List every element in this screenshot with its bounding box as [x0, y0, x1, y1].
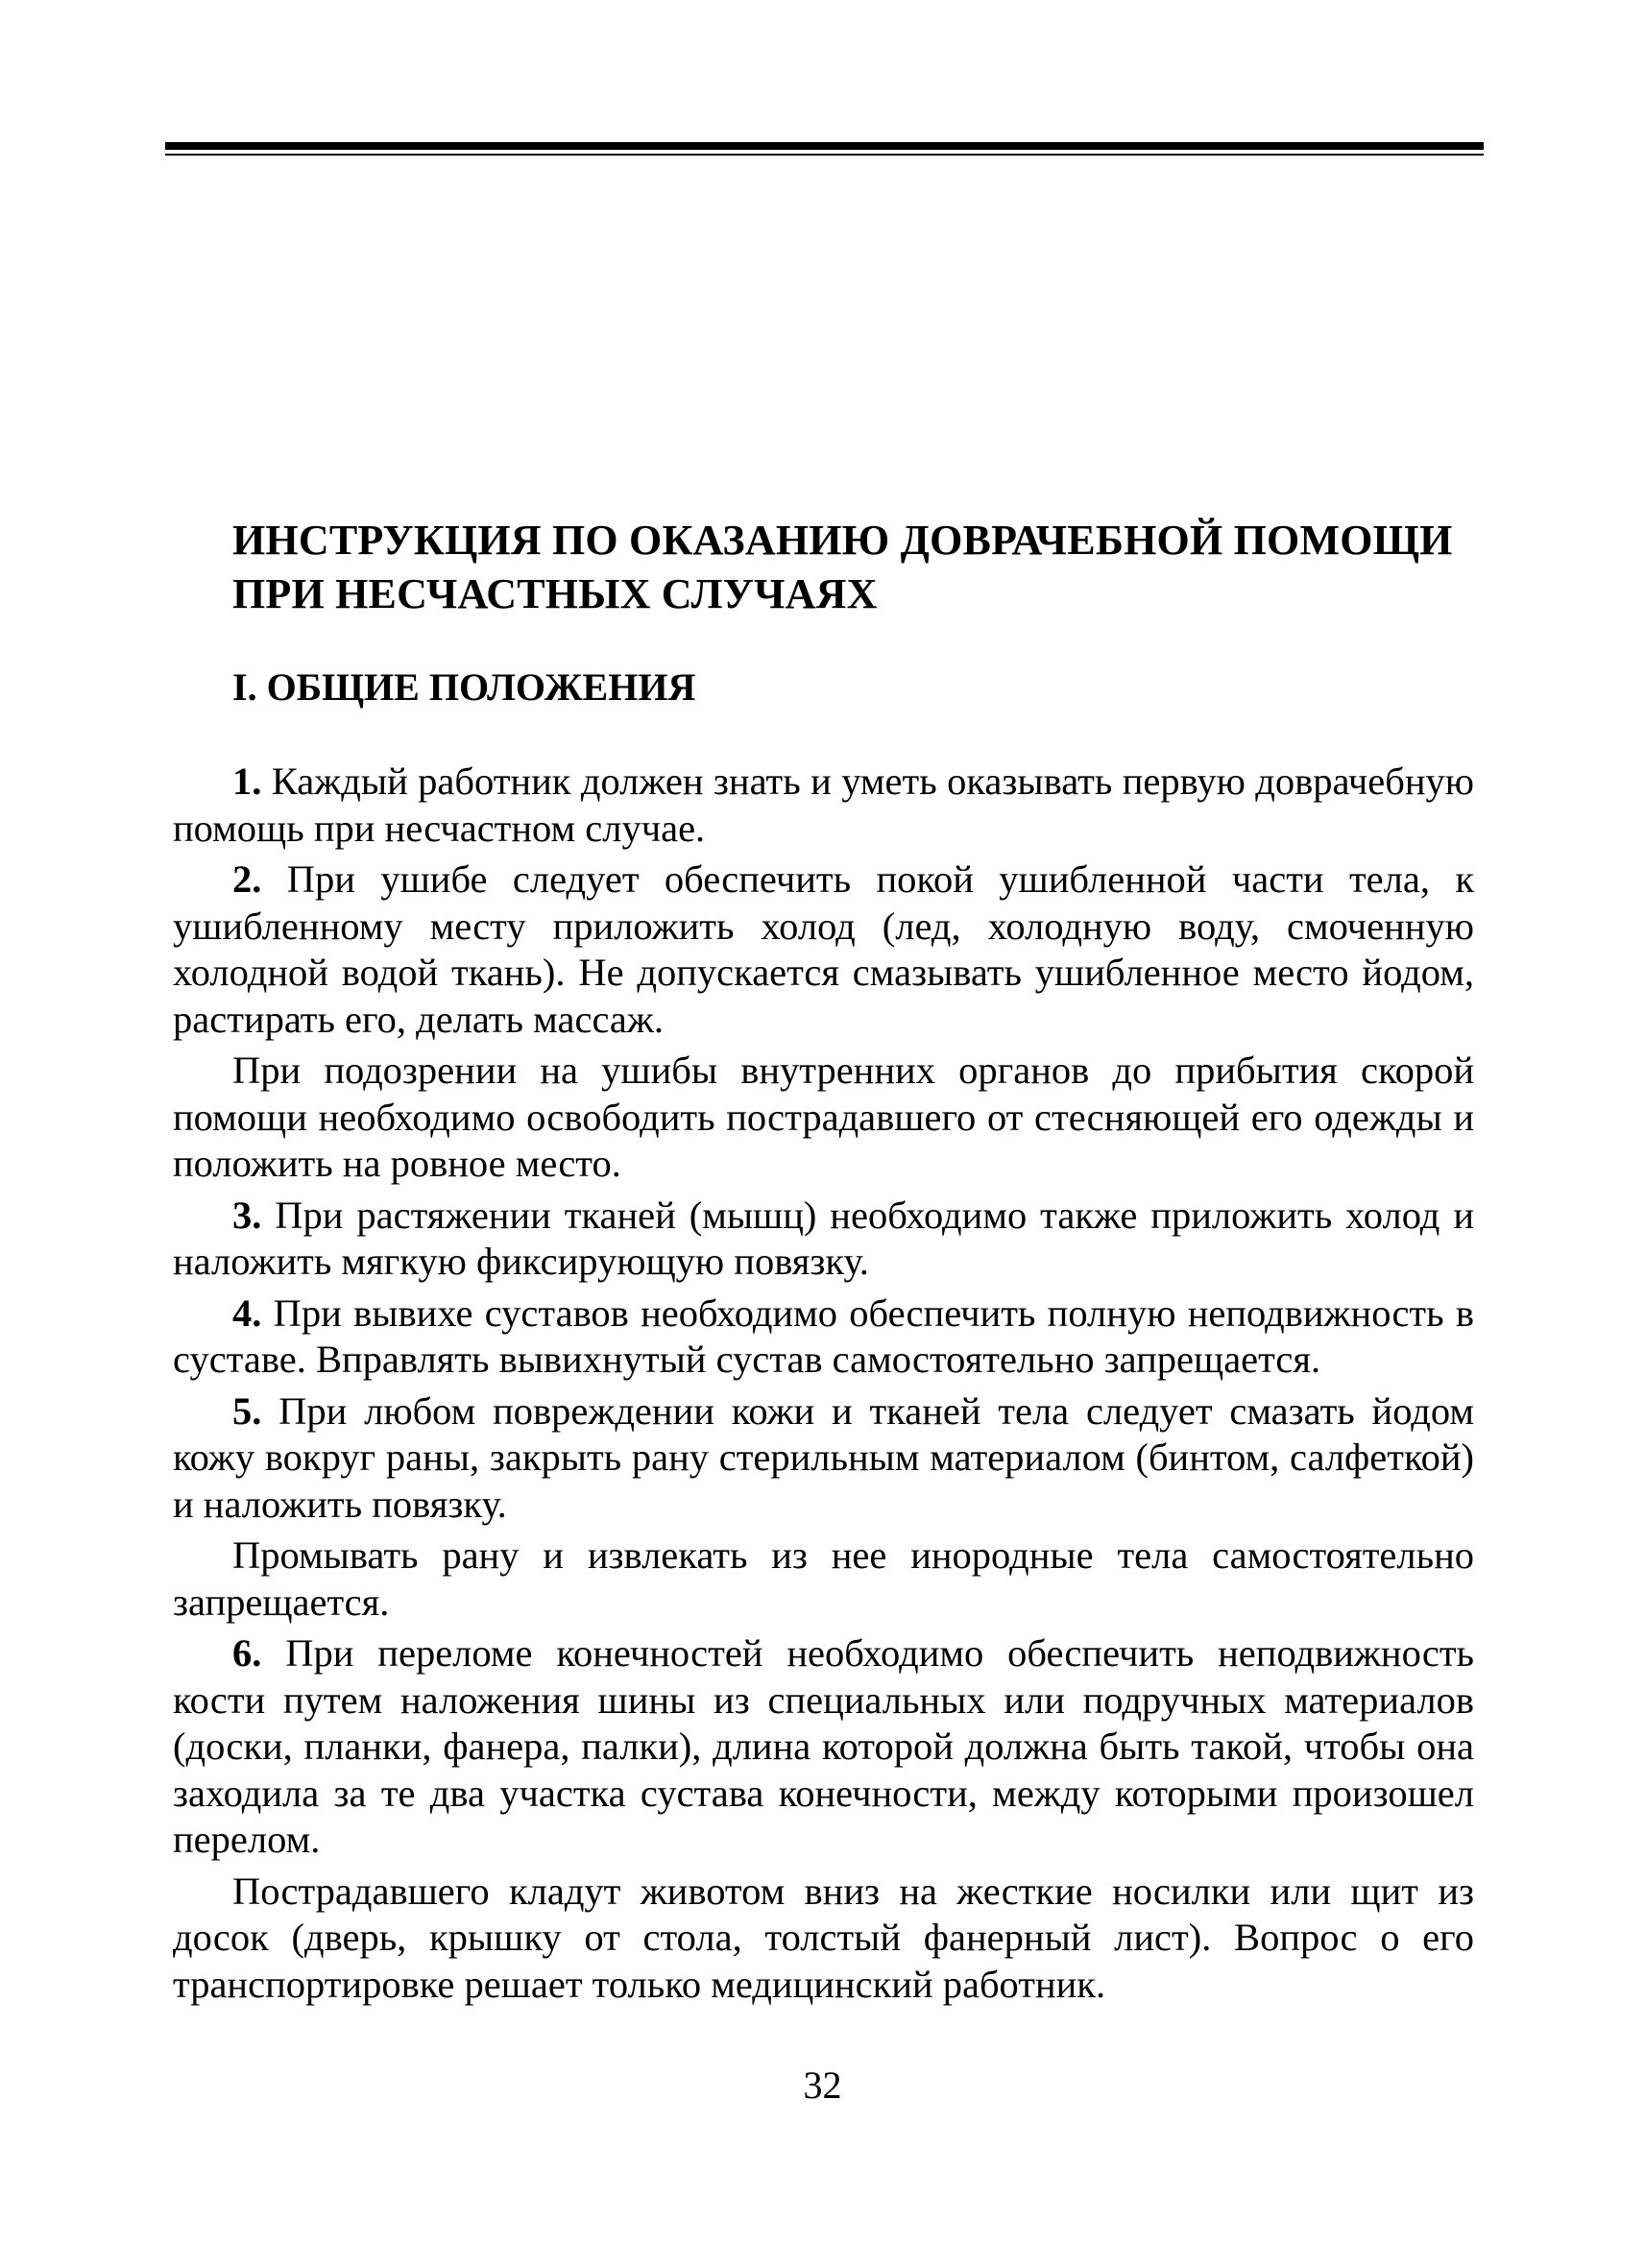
- paragraph-text: Промывать рану и извлекать из нее инородные тела самостоятельно запрещается.: [173, 1533, 1474, 1624]
- paragraph-text: При вывихе суставов необходимо обеспечить полную неподвижность в суставе. Вправлять вывихнутый сустав самостоятельно запрещается.: [173, 1291, 1474, 1381]
- paragraph-text: При любом повреждении кожи и тканей тела следует смазать йодом кожу вокруг раны, закрыть рану стерильным материалом (бинтом, салфеткой) и наложить повязку.: [173, 1388, 1474, 1526]
- paragraph-number: 3.: [232, 1193, 262, 1237]
- paragraph-6: [173, 1630, 1474, 1864]
- paragraph-text: При растяжении тканей (мышц) необходимо также приложить холод и наложить мягкую фиксирующую повязку.: [173, 1193, 1475, 1283]
- header-rule-thick: [165, 142, 1484, 150]
- paragraph-number: 6.: [232, 1631, 262, 1675]
- page-number: 32: [803, 2063, 842, 2107]
- paragraph-number: 2.: [232, 857, 262, 901]
- paragraph-2-continued: [173, 1048, 1474, 1188]
- document-body: [173, 759, 1474, 2013]
- paragraph-2: [173, 857, 1474, 1043]
- paragraph-5-continued: [173, 1532, 1474, 1626]
- paragraph-number: 4.: [232, 1291, 262, 1335]
- paragraph-1: [173, 759, 1474, 852]
- paragraph-text: При переломе конечностей необходимо обеспечить неподвижность кости путем наложения шины из специальных или подручных материалов (доски, планки, фанера, палки), длина которой должна быть такой, чтобы она заходила за те два участка сустава конечности, между которыми произошел перелом.: [173, 1631, 1474, 1861]
- paragraph-5: [173, 1388, 1474, 1529]
- paragraph-text: При подозрении на ушибы внутренних органов до прибытия скорой помощи необходимо освободить пострадавшего от стесняющей его одежды и положить на ровное место.: [173, 1049, 1474, 1185]
- paragraph-4: [173, 1291, 1474, 1384]
- paragraph-text: Пострадавшего кладут животом вниз на жесткие носилки или щит из досок (дверь, крышку от стола, толстый фанерный лист). Вопрос о его транспортировке решает только медицинский работник.: [173, 1869, 1474, 2006]
- paragraph-number: 5.: [232, 1388, 262, 1433]
- header-rule-thin: [165, 154, 1484, 156]
- paragraph-6-continued: [173, 1869, 1474, 2009]
- paragraph-text: Каждый работник должен знать и уметь оказывать первую доврачебную помощь при несчастном случае.: [173, 760, 1475, 850]
- paragraph-3: [173, 1193, 1474, 1286]
- document-title: ИНСТРУКЦИЯ ПО ОКАЗАНИЮ ДОВРАЧЕБНОЙ ПОМОЩИ ПРИ НЕСЧАСТНЫХ СЛУЧАЯХ: [232, 517, 1453, 617]
- section-heading: I. ОБЩИЕ ПОЛОЖЕНИЯ: [232, 665, 696, 709]
- paragraph-number: 1.: [232, 760, 262, 803]
- paragraph-text: При ушибе следует обеспечить покой ушибленной части тела, к ушибленному месту приложить холод (лед, холодную воду, смоченную холодной водой ткань). Не допускается смазывать ушибленное место йодом, растирать его, делать массаж.: [173, 857, 1475, 1041]
